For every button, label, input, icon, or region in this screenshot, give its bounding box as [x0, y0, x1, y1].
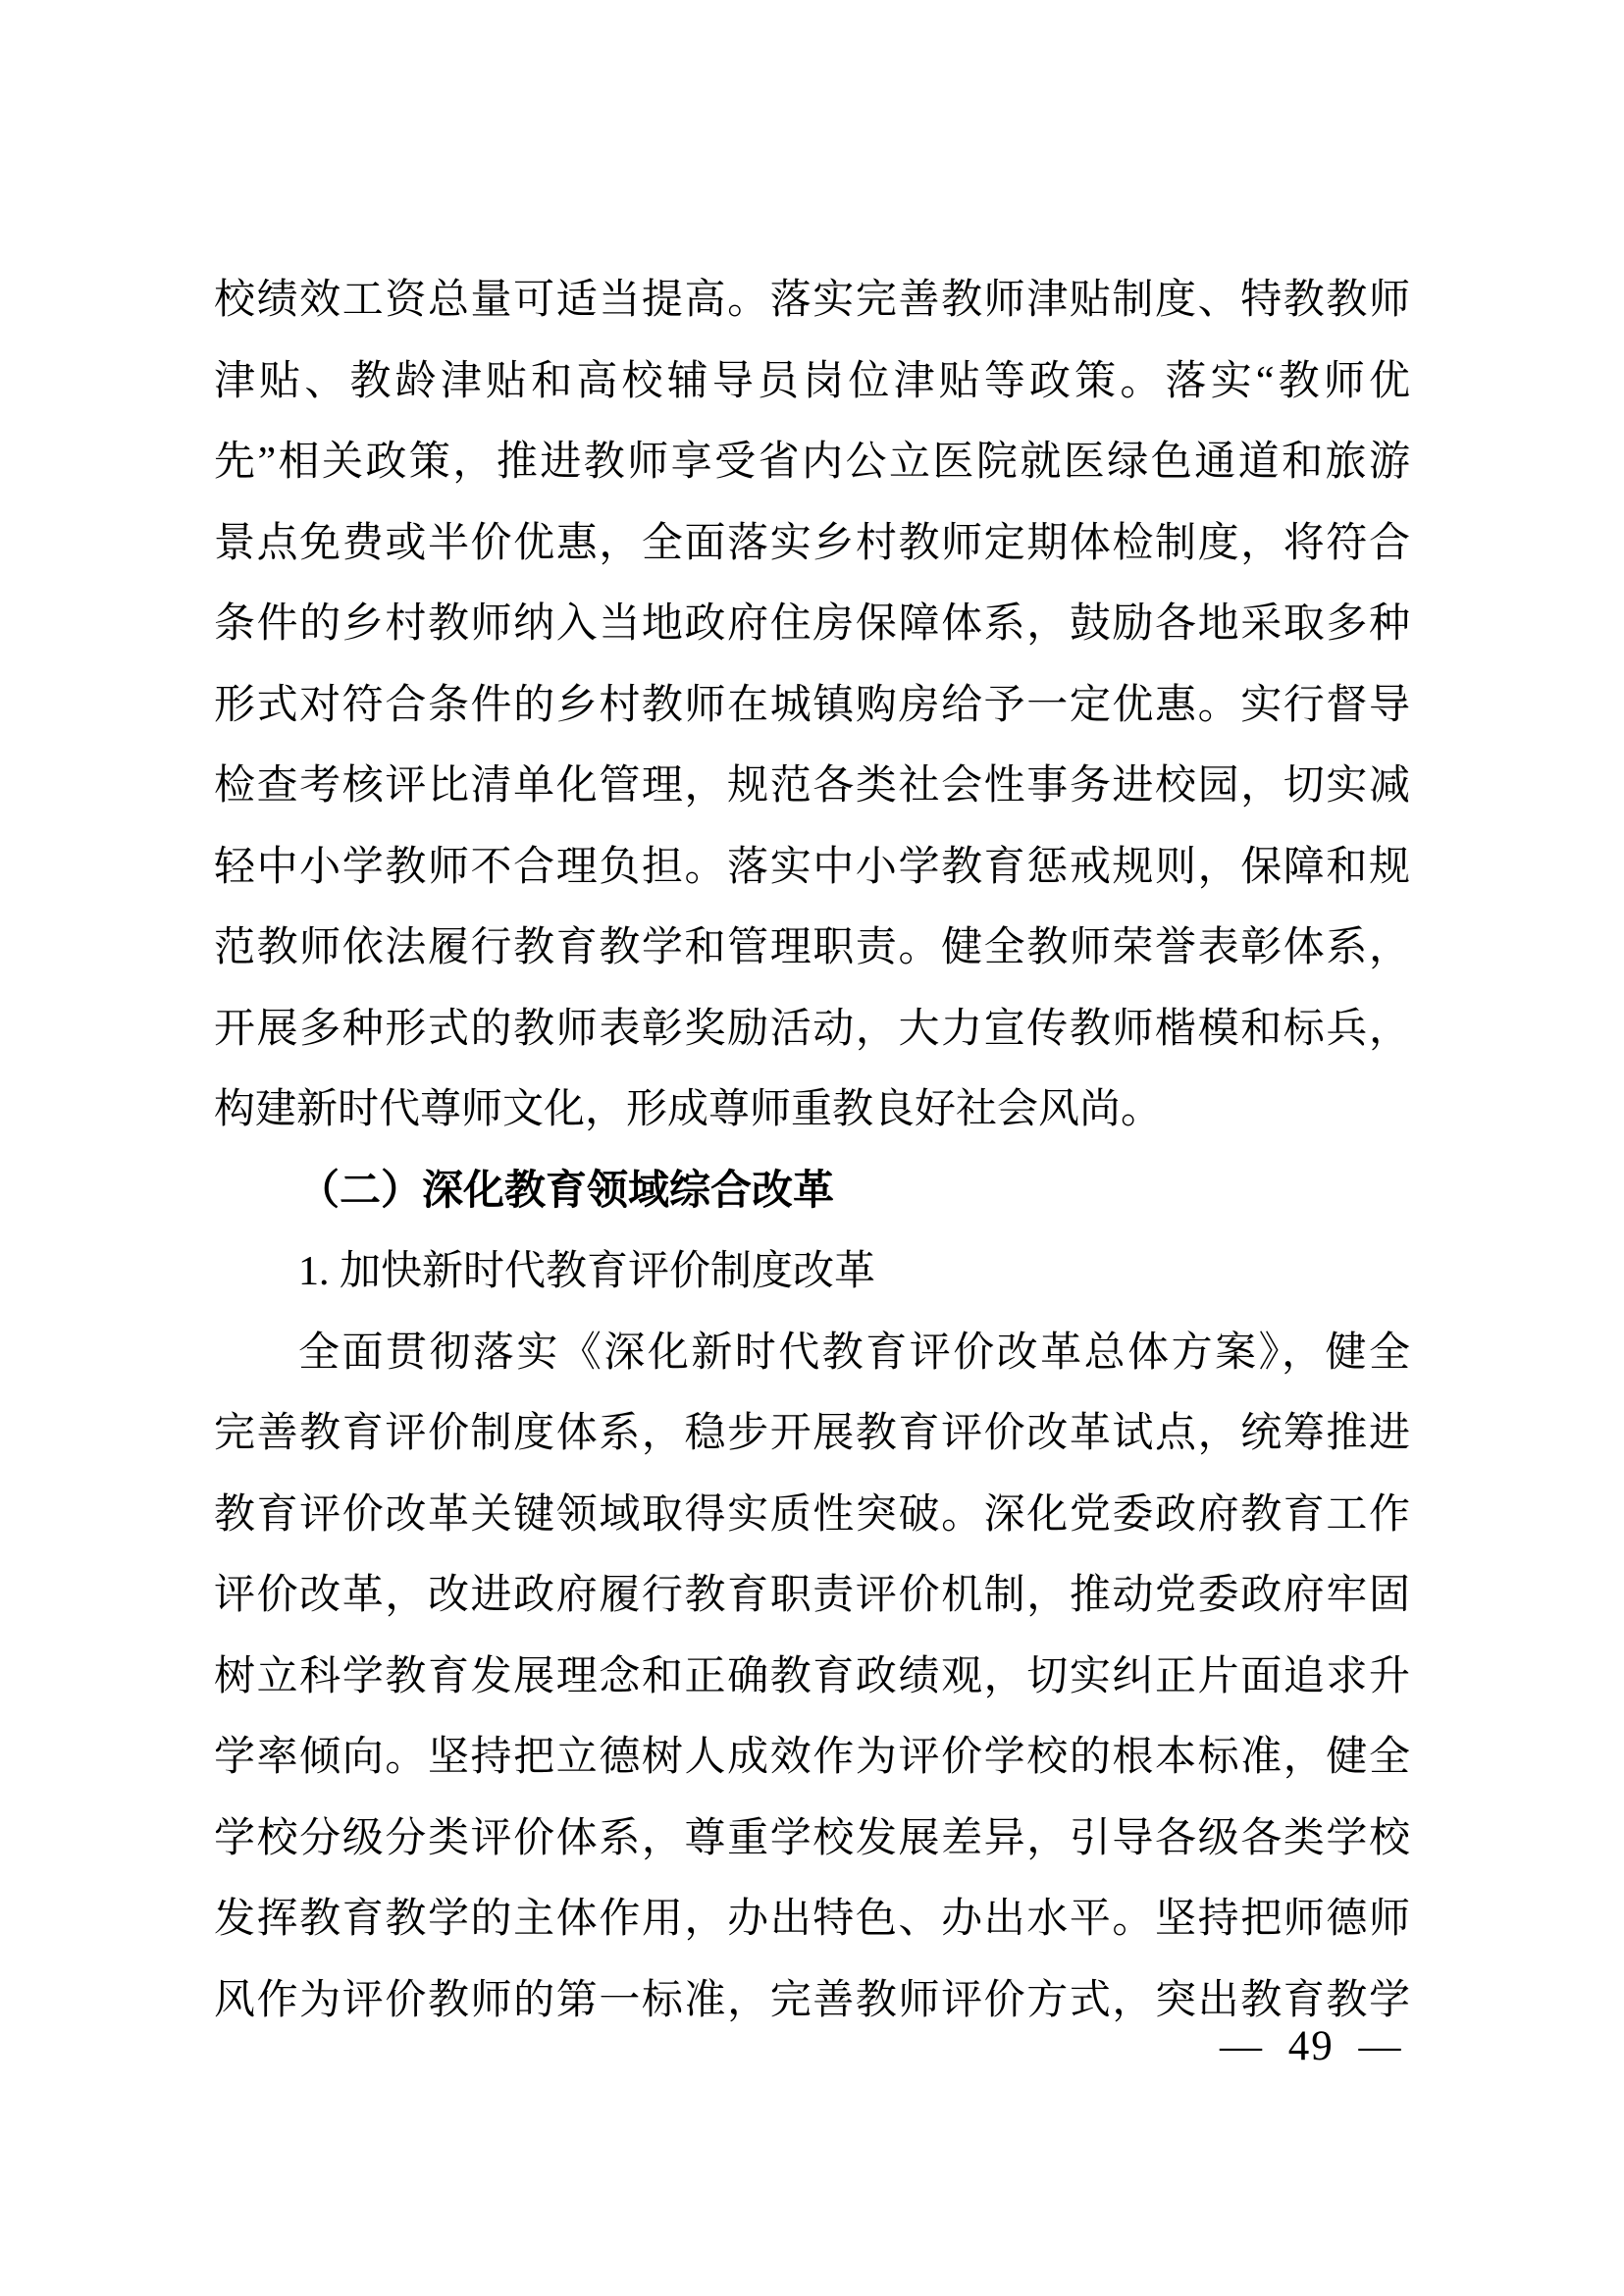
paragraph-line: 条件的乡村教师纳入当地政府住房保障体系，鼓励各地采取多种 — [214, 601, 1410, 647]
paragraph-line: 范教师依法履行教育教学和管理职责。健全教师荣誉表彰体系， — [214, 925, 1410, 970]
paragraph-line: 检查考核评比清单化管理，规范各类社会性事务进校园，切实减 — [214, 763, 1410, 809]
paragraph-line: 风作为评价教师的第一标准，完善教师评价方式，突出教育教学 — [214, 1977, 1410, 2023]
paragraph-line: 津贴、教龄津贴和高校辅导员岗位津贴等政策。落实“教师优 — [214, 358, 1410, 404]
page-number: — 49 — — [1220, 2023, 1403, 2069]
paragraph-line: 树立科学教育发展理念和正确教育政绩观，切实纠正片面追求升 — [214, 1653, 1410, 1699]
paragraph-line: 校绩效工资总量可适当提高。落实完善教师津贴制度、特教教师 — [214, 278, 1410, 323]
paragraph-line: 形式对符合条件的乡村教师在城镇购房给予一定优惠。实行督导 — [214, 682, 1410, 728]
section-heading: （二）深化教育领域综合改革 — [298, 1168, 835, 1214]
paragraph-line: 评价改革，改进政府履行教育职责评价机制，推动党委政府牢固 — [214, 1573, 1410, 1618]
paragraph-line: 学校分级分类评价体系，尊重学校发展差异，引导各级各类学校 — [214, 1815, 1410, 1861]
paragraph-line: 全面贯彻落实《深化新时代教育评价改革总体方案》，健全 — [298, 1330, 1410, 1376]
paragraph-line: 完善教育评价制度体系，稳步开展教育评价改革试点，统筹推进 — [214, 1411, 1410, 1456]
paragraph-line: 教育评价改革关键领域取得实质性突破。深化党委政府教育工作 — [214, 1491, 1410, 1538]
sub-heading: 1. 加快新时代教育评价制度改革 — [298, 1249, 876, 1294]
paragraph-line: 轻中小学教师不合理负担。落实中小学教育惩戒规则，保障和规 — [214, 844, 1410, 890]
paragraph-line: 发挥教育教学的主体作用，办出特色、办出水平。坚持把师德师 — [214, 1897, 1410, 1942]
paragraph-line: 先”相关政策，推进教师享受省内公立医院就医绿色通道和旅游 — [214, 440, 1410, 485]
paragraph-line: 景点免费或半价优惠，全面落实乡村教师定期体检制度，将符合 — [214, 520, 1410, 566]
paragraph-line: 构建新时代尊师文化，形成尊师重教良好社会风尚。 — [214, 1087, 1163, 1132]
paragraph-line: 开展多种形式的教师表彰奖励活动，大力宣传教师楷模和标兵， — [214, 1006, 1410, 1052]
document-body — [214, 260, 1410, 2041]
paragraph-line: 学率倾向。坚持把立德树人成效作为评价学校的根本标准，健全 — [214, 1735, 1410, 1780]
